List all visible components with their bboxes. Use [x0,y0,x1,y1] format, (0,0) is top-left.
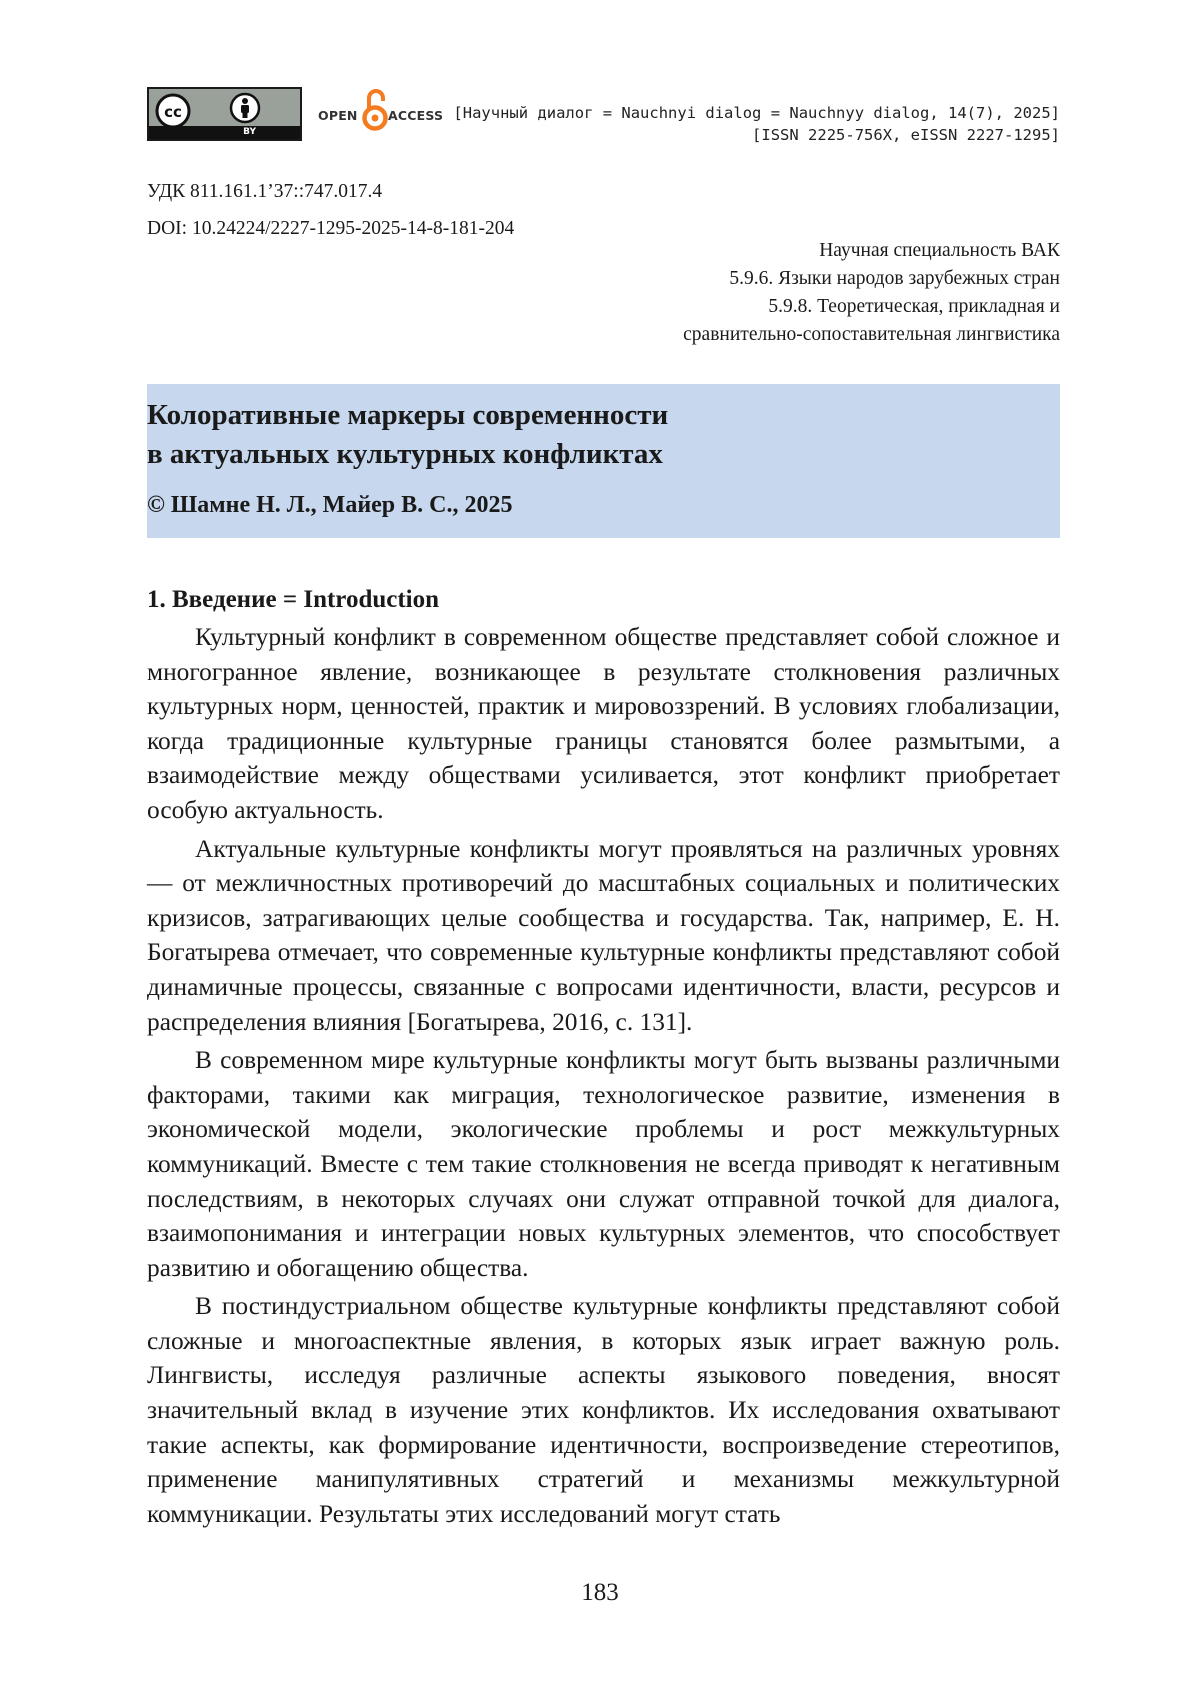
specialty-item: 5.9.8. Теоретическая, прикладная и [768,296,1060,317]
creative-commons-icon [155,93,191,129]
vak-specialty [683,237,1060,349]
paragraph: В современном мире культурные конфликты могут быть вызваны различными факторами, такими как миграция, технологическое развитие, изменения в экономической модели, экологические проблемы и рост межкультурных коммуникаций. Вместе с тем такие столкновения не всегда приводят к негативным последствиям, в некоторых случаях они служат отправной точкой для диалога, взаимопонимания и интеграции новых культурных элементов, что способствует развитию и обогащению общества. [147,1046,1060,1282]
specialty-item: 5.9.6. Языки народов зарубежных стран [729,268,1060,289]
udk-code: УДК 811.161.1’37::747.017.4 [147,181,383,202]
cc-by-license-badge [147,87,302,141]
attribution-icon [229,92,261,124]
article-title [147,396,668,474]
paragraph: В постиндустриальном обществе культурные конфликты представляют собой сложные и многоаспектные явления, в которых язык играет важную роль. Лингвисты, исследуя различные аспекты языкового поведения, вносят значительный вклад в изучение этих конфликтов. Их исследования охватывают такие аспекты, как формирование идентичности, воспроизведение стереотипов, применение манипулятивных стратегий и механизмы межкультурной коммуникации. Результаты этих исследований могут стать [147,1292,1060,1528]
svg-text:cc: cc [164,103,182,121]
paragraph: Культурный конфликт в современном обществе представляет собой сложное и многогранное явление, возникающее в результате столкновения различных культурных норм, ценностей, практик и мировоззрений. В условиях глобализации, когда традиционные культурные границы становятся более размытыми, а взаимодействие между обществами усиливается, этот конфликт приобретает особую актуальность. [147,623,1060,824]
doi: DOI: 10.24224/2227-1295-2025-14-8-181-204 [147,218,515,239]
article-title-line: в актуальных культурных конфликтах [147,438,663,470]
specialty-item-continuation: сравнительно-сопоставительная лингвистика [683,324,1060,345]
open-access-access-text: ACCESS [388,108,444,123]
article-title-block [147,384,1060,538]
open-access-lock-icon [362,86,388,134]
paragraph: Актуальные культурные конфликты могут проявляться на различных уровнях — от межличностных противоречий до масштабных социальных и политических кризисов, затрагивающих целые сообщества и государства. Так, например, Е. Н. Богатырева отмечает, что современные культурные конфликты представляют собой динамичные процессы, связанные с вопросами идентичности, власти, ресурсов и распределения влияния [Богатырева, 2016, с. 131]. [147,834,1060,1036]
page-number: 183 [581,1579,619,1606]
open-access-open-text: OPEN [318,108,358,123]
specialty-heading: Научная специальность ВАК [819,240,1060,261]
body-text [147,620,1060,1531]
article-identifiers [147,173,514,247]
license-by-label: BY [243,127,256,137]
journal-issn-line: [ISSN 2225-756X, eISSN 2227-1295] [752,126,1060,144]
journal-citation-line: [Научный диалог = Nauchnyi dialog = Nauchnyy dialog, 14(7), 2025] [453,104,1060,122]
open-access-logo [318,86,458,138]
article-authors: © Шамне Н. Л., Майер В. С., 2025 [147,492,513,518]
article-title-line: Колоративные маркеры современности [147,399,669,431]
journal-citation [453,102,1060,146]
section-heading: 1. Введение = Introduction [147,586,440,613]
